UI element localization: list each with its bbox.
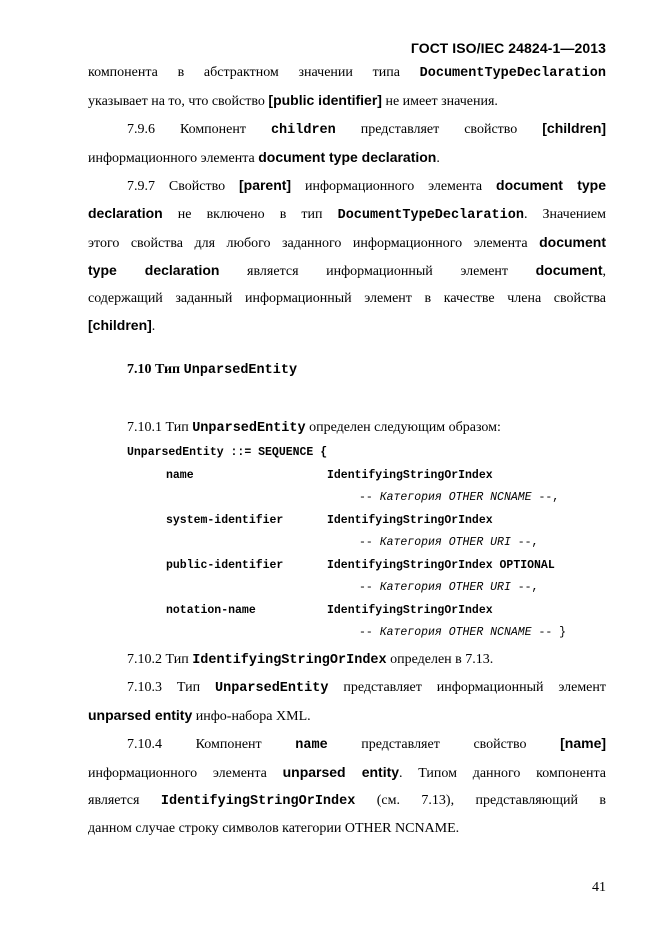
comment-text: Категория OTHER NCNAME	[379, 491, 532, 504]
field-name: name	[166, 468, 194, 482]
info-item-term: document type	[496, 177, 606, 193]
info-item-term: document type declaration	[258, 149, 437, 165]
property-term: [children]	[542, 120, 607, 136]
section-heading-7-10	[127, 362, 297, 378]
text-run: (см. 7.13), представляющий в	[355, 793, 606, 808]
text-run: информационного элемента	[291, 179, 497, 194]
comment-text: Категория OTHER URI	[379, 536, 511, 549]
paragraph-7-9-7-line5	[88, 285, 606, 312]
text-run: ,	[602, 264, 606, 279]
code-term: UnparsedEntity	[192, 421, 306, 436]
code-comment-public-identifier	[127, 577, 539, 600]
field-comment	[359, 577, 538, 600]
paragraph-7-9-7-line1	[88, 172, 606, 200]
paragraph-7-10-4-line3	[88, 787, 606, 815]
info-item-term: document	[539, 234, 606, 250]
code-row-system-identifier	[127, 510, 493, 533]
comment-open: --	[359, 536, 380, 549]
body-text-top	[88, 59, 606, 340]
field-name: system-identifier	[166, 513, 284, 527]
text-run: является информационный элемент	[219, 264, 536, 279]
code-term: DocumentTypeDeclaration	[337, 208, 524, 223]
text-run: инфо-набора XML.	[192, 709, 311, 724]
field-name: notation-name	[166, 603, 256, 617]
comment-close: --,	[531, 491, 560, 504]
code-term: name	[295, 738, 328, 753]
info-item-term: type declaration	[88, 262, 220, 278]
clause-number: 7.10.1	[127, 420, 162, 435]
text-run: Тип	[162, 652, 193, 667]
field-comment	[359, 622, 566, 645]
text-run: содержащий заданный информационный элемент в качестве члена свойства	[88, 291, 606, 306]
field-type: IdentifyingStringOrIndex OPTIONAL	[327, 558, 555, 572]
code-term: UnparsedEntity	[215, 681, 329, 696]
text-run: свойство	[464, 122, 518, 137]
text-run: .	[151, 319, 156, 334]
property-term: [parent]	[238, 177, 292, 193]
asn1-definition	[127, 442, 567, 645]
paragraph-7-10-4-line2	[88, 759, 606, 787]
info-item-term: declaration	[88, 205, 163, 221]
code-comment-name	[127, 487, 560, 510]
text-run: данном случае строку символов категории OTHER NCNAME.	[88, 821, 460, 836]
field-comment	[359, 487, 559, 510]
code-term: IdentifyingStringOrIndex	[192, 653, 387, 668]
code-head: UnparsedEntity ::= SEQUENCE {	[127, 446, 328, 459]
text-run: Компонент	[195, 737, 262, 752]
code-term: IdentifyingStringOrIndex	[160, 794, 356, 809]
text-run: представляет информационный элемент	[328, 680, 607, 695]
body-text-bottom	[88, 646, 606, 842]
standard-header: ГОСТ ISO/IEC 24824-1—2013	[410, 40, 606, 56]
info-item-term: unparsed entity	[88, 707, 193, 723]
paragraph-7-9-6-end	[88, 144, 606, 172]
paragraph-7-9-7-line2	[88, 200, 606, 229]
property-term: [public identifier]	[268, 92, 382, 108]
property-term: [children]	[88, 317, 152, 333]
paragraph-7-10-2	[88, 646, 606, 674]
info-item-term: unparsed entity	[282, 764, 400, 780]
code-comment-system-identifier	[127, 532, 539, 555]
text-run: определен следующим образом:	[305, 420, 501, 435]
text-run: представляет	[360, 122, 440, 137]
paragraph-7-10-4-line1	[88, 730, 606, 759]
section-type-name: UnparsedEntity	[183, 363, 298, 378]
paragraph-7-10-3-line2	[88, 702, 606, 730]
property-term: [name]	[560, 735, 607, 751]
clause-number: 7.9.6	[127, 122, 155, 137]
text-run: Свойство	[155, 179, 239, 194]
paragraph-7-9-7-line3	[88, 229, 606, 257]
text-run: Тип	[162, 420, 193, 435]
code-term: children	[270, 123, 336, 138]
paragraph-7-9-7-line4	[88, 257, 606, 285]
text-run: не имеет значения.	[381, 94, 498, 109]
text-run: указывает на то, что свойство	[88, 94, 269, 109]
text-run: .	[436, 151, 440, 166]
comment-close: --,	[510, 536, 539, 549]
text-run: Компонент	[179, 122, 246, 137]
field-comment	[359, 532, 538, 555]
code-comment-notation-name	[127, 622, 567, 645]
text-run: определен в 7.13.	[386, 652, 494, 667]
code-row-public-identifier	[127, 555, 555, 578]
text-run: этого свойства для любого заданного информационного элемента	[88, 236, 540, 251]
clause-number: 7.10.4	[127, 737, 162, 752]
text-run: не включено в тип	[162, 207, 338, 222]
text-run: представляет	[361, 737, 440, 752]
section-number: 7.10	[127, 362, 152, 377]
field-type: IdentifyingStringOrIndex	[327, 603, 493, 617]
paragraph-continued-end	[88, 87, 606, 115]
comment-text: Категория OTHER URI	[379, 581, 511, 594]
paragraph-7-9-7-line6	[88, 312, 606, 340]
text-run: информационного элемента	[88, 766, 283, 781]
code-row-notation-name	[127, 600, 493, 623]
comment-open: --	[359, 491, 380, 504]
paragraph-7-10-1-wrap	[127, 414, 607, 442]
comment-close: --,	[510, 581, 539, 594]
text-run: свойство	[473, 737, 527, 752]
code-row-name	[127, 465, 493, 488]
section-label: Тип	[151, 362, 184, 377]
text-run: Тип	[162, 680, 215, 695]
paragraph-continued	[88, 59, 606, 87]
text-run: информационного элемента	[88, 151, 259, 166]
clause-number: 7.9.7	[127, 179, 155, 194]
clause-number: 7.10.3	[127, 680, 162, 695]
comment-open: --	[359, 626, 380, 639]
comment-open: --	[359, 581, 380, 594]
paragraph-7-10-3-line1	[88, 674, 606, 702]
paragraph-7-9-6	[88, 115, 606, 144]
comment-text: Категория OTHER NCNAME	[379, 626, 532, 639]
field-type: IdentifyingStringOrIndex	[327, 513, 493, 527]
field-name: public-identifier	[166, 558, 284, 572]
text-run: компонента в абстрактном значении типа	[88, 65, 420, 80]
field-type: IdentifyingStringOrIndex	[327, 468, 493, 482]
text-run: является	[88, 793, 161, 808]
text-run: . Типом данного компонента	[399, 766, 606, 781]
paragraph-7-10-4-line4	[88, 815, 606, 842]
text-run: . Значением	[523, 207, 606, 222]
comment-close: -- }	[531, 626, 567, 639]
info-item-term: document	[535, 262, 603, 278]
paragraph-7-10-1	[127, 414, 607, 442]
page-number: 41	[592, 880, 606, 895]
code-term: DocumentTypeDeclaration	[419, 66, 606, 81]
clause-number: 7.10.2	[127, 652, 162, 667]
